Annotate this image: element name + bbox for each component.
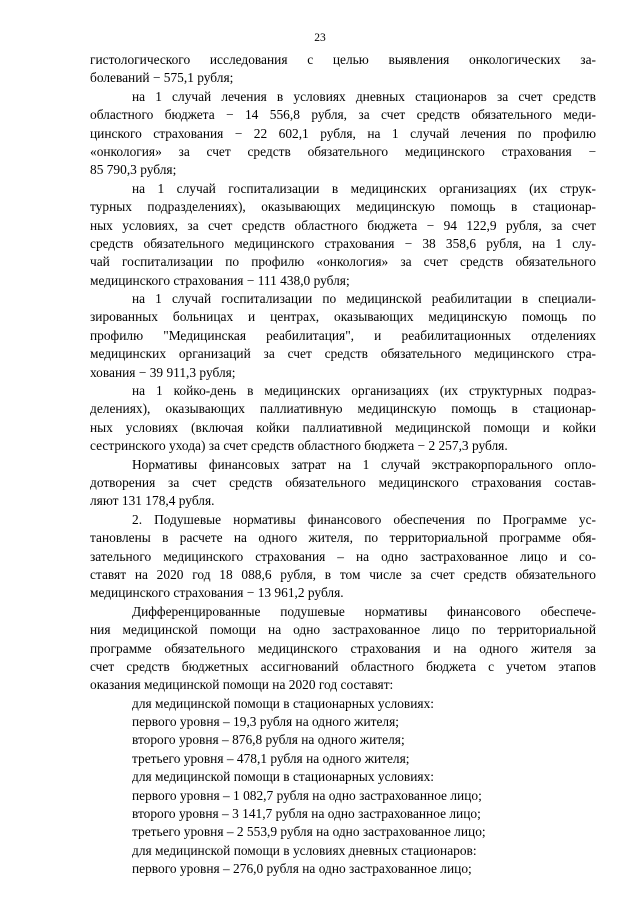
text-line: для медицинской помощи в стационарных условиях:: [132, 695, 434, 711]
text-line: «онкология» за счет средств обязательного медицинского страхования −: [90, 143, 596, 159]
text-line: дотворения за счет средств обязательного медицинского страхования состав-: [90, 474, 596, 490]
text-line: на 1 случай госпитализации по медицинской реабилитации в специали-: [132, 291, 596, 307]
document-body: [90, 51, 596, 879]
text-line: болеваний − 575,1 рубля;: [90, 70, 234, 86]
text-line: второго уровня – 876,8 рубля на одного жителя;: [132, 732, 405, 748]
text-line: ляют 131 178,4 рубля.: [90, 493, 215, 509]
text-line: на 1 койко-день в медицинских организациях (их структурных подраз-: [132, 383, 596, 399]
text-line: счет средств бюджетных ассигнований областного бюджета с учетом этапов: [90, 658, 596, 674]
text-line: ния медицинской помощи на одно застрахованное лицо по территориальной: [90, 622, 596, 638]
text-line: турных подразделениях), оказывающих медицинскую помощь в стационар-: [90, 199, 596, 215]
text-line: гистологического исследования с целью выявления онкологических за-: [90, 52, 596, 67]
page-number: 23: [314, 32, 326, 44]
text-line: 85 790,3 рубля;: [90, 162, 177, 178]
text-line: хования − 39 911,3 рубля;: [90, 364, 236, 380]
text-line: сестринского ухода) за счет средств областного бюджета − 2 257,3 рубля.: [90, 438, 508, 454]
text-line: оказания медицинской помощи на 2020 год составят:: [90, 677, 394, 693]
text-line: Нормативы финансовых затрат на 1 случай экстракорпорального опло-: [132, 456, 596, 472]
text-line: цинского страхования − 22 602,1 рубля, на 1 случай лечения по профилю: [90, 125, 596, 141]
text-line: программе обязательного медицинского страхования и на одного жителя за: [90, 640, 596, 656]
text-line: зательного медицинского страхования – на одно застрахованное лицо и со-: [90, 548, 596, 564]
text-line: на 1 случай лечения в условиях дневных стационаров за счет средств: [132, 88, 596, 104]
text-line: областного бюджета − 14 556,8 рубля, за счет средств обязательного меди-: [90, 107, 596, 123]
text-line: ставят на 2020 год 18 088,6 рубля, в том числе за счет средств обязательного: [90, 566, 596, 582]
text-line: зированных больницах и центрах, оказывающих медицинскую помощь по: [90, 309, 596, 325]
text-line: для медицинской помощи в условиях дневных стационаров:: [132, 842, 477, 858]
text-line: третьего уровня – 478,1 рубля на одного жителя;: [132, 750, 410, 766]
text-line: 2. Подушевые нормативы финансового обеспечения по Программе ус-: [132, 511, 596, 527]
text-line: третьего уровня – 2 553,9 рубля на одно застрахованное лицо;: [132, 824, 486, 840]
text-line: средств обязательного медицинского страхования − 38 358,6 рубля, на 1 слу-: [90, 235, 596, 251]
text-line: первого уровня – 19,3 рубля на одного жителя;: [132, 714, 399, 730]
text-line: для медицинской помощи в стационарных условиях:: [132, 769, 434, 785]
text-line: первого уровня – 1 082,7 рубля на одно застрахованное лицо;: [132, 787, 482, 803]
text-line: Дифференцированные подушевые нормативы финансового обеспече-: [132, 603, 596, 619]
text-line: второго уровня – 3 141,7 рубля на одно застрахованное лицо;: [132, 806, 481, 822]
text-line: тановлены в расчете на одного жителя, по территориальной программе обя-: [90, 530, 596, 546]
text-line: делениях), оказывающих паллиативную медицинскую помощь в стационар-: [90, 401, 596, 417]
text-line: первого уровня – 276,0 рубля на одно застрахованное лицо;: [132, 861, 472, 877]
text-line: ных условиях (включая койки паллиативной медицинской помощи и койки: [90, 419, 596, 435]
text-line: ных условиях, за счет средств областного бюджета − 94 122,9 рубля, за счет: [90, 217, 596, 233]
text-line: медицинских организаций за счет средств обязательного медицинского стра-: [90, 346, 596, 362]
text-line: профилю "Медицинская реабилитация", и реабилитационных отделениях: [90, 327, 596, 343]
text-line: медицинского страхования − 13 961,2 рубля.: [90, 585, 344, 601]
text-line: чай госпитализации по профилю «онкология» за счет средств обязательного: [90, 254, 596, 270]
text-line: на 1 случай госпитализации в медицинских организациях (их струк-: [132, 180, 596, 196]
text-line: медицинского страхования − 111 438,0 рубля;: [90, 272, 350, 288]
